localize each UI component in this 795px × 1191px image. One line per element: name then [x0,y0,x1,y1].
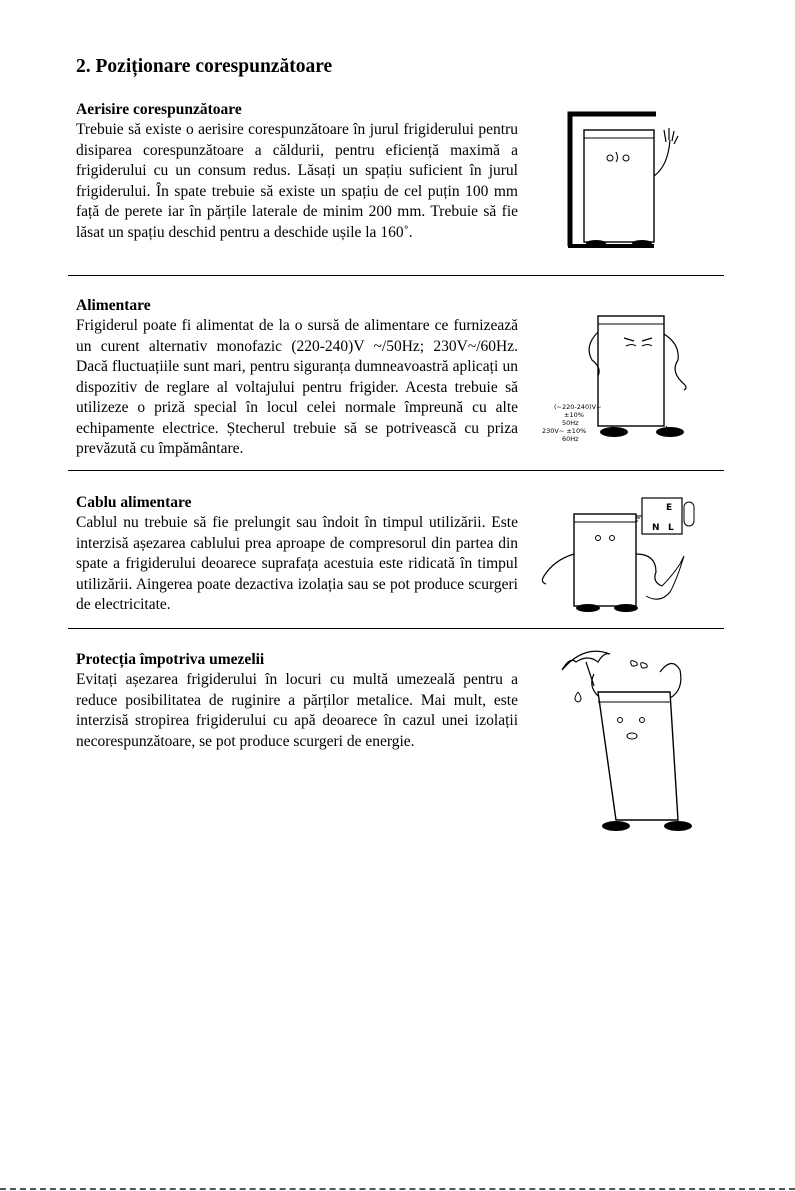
section-body: Evitați așezarea frigiderului în locuri cu multă umezeală pentru a reduce posibilitatea de ruginire a părților metalice. Mai mult, este interzisă stropirea frigiderului cu apă deoarece în cazul unei izolații necorespunzătoare, se pot produce scurgeri de energie. [76,671,518,750]
section-divider [68,275,724,276]
voltage-label-4: 230V~ ±10% [542,427,587,435]
section-heading: Protecția împotriva umezelii [76,651,265,668]
section-divider [68,628,724,629]
voltage-label-5: 60Hz [562,435,579,443]
section-heading: Aerisire corespunzătoare [76,101,242,118]
section-power-supply [76,296,518,460]
voltage-label-1: (~220-240)V~ [554,403,602,411]
page-bottom-edge [0,1188,795,1190]
page-title: 2. Poziționare corespunzătoare [76,56,333,77]
voltage-label-2: ±10% [564,411,584,419]
section-body: Trebuie să existe o aerisire corespunzătoare în jurul frigiderului pentru disiparea corespunzătoare a căldurii, pentru eficiență maximă a frigiderului cu un consum redus. Lăsați un spațiu suficient în jurul frigiderului. În spate trebuie să existe un spațiu de cel puțin 100 mm față de perete iar în părțile laterale de minim 200 mm. Trebuie să fie lăsat un spațiu deschid pentru a deschide ușile la 160˚. [76,121,518,241]
section-body: Frigiderul poate fi alimentat de la o sursă de alimentare ce furnizează un curent alternativ monofazic (220-240)V ~/50Hz; 230V~/60Hz. Dacă fluctuațiile sunt mari, pentru siguranța dumneavoastră aplicați un dispozitiv de reglare al voltajului pentru frigider. Acesta trebuie să utilizeze o priză special în locul celei normale împreună cu alte echipamente electrice. Ștecherul trebuie să se potrivească cu priza prevăzută cu împământare. [76,317,518,457]
section-heading: Alimentare [76,297,151,314]
socket-earth-letter: E [666,503,673,513]
voltage-label-3: 50Hz [562,419,579,427]
socket-live-letter: L [668,523,674,533]
section-heading: Cablu alimentare [76,494,192,511]
section-moisture-protection [76,650,518,752]
section-body: Cablul nu trebuie să fie prelungit sau îndoit în timpul utilizării. Este interzisă așezarea cablului prea aproape de compresorul din partea din spate a frigiderului deoarece suprafața acestuia este ridicată în timpul utilizării. Aingerea poate dezactiva izolația sau se pot produce scurgeri de electricitate. [76,514,518,613]
section-power-cable [76,493,518,616]
socket-neutral-letter: N [652,523,660,533]
section-ventilation [76,100,518,243]
section-divider [68,470,724,471]
moisture-protection-illustration [554,640,704,836]
power-cable-illustration [530,494,710,614]
ventilation-illustration [568,112,688,248]
power-supply-illustration [528,312,692,464]
